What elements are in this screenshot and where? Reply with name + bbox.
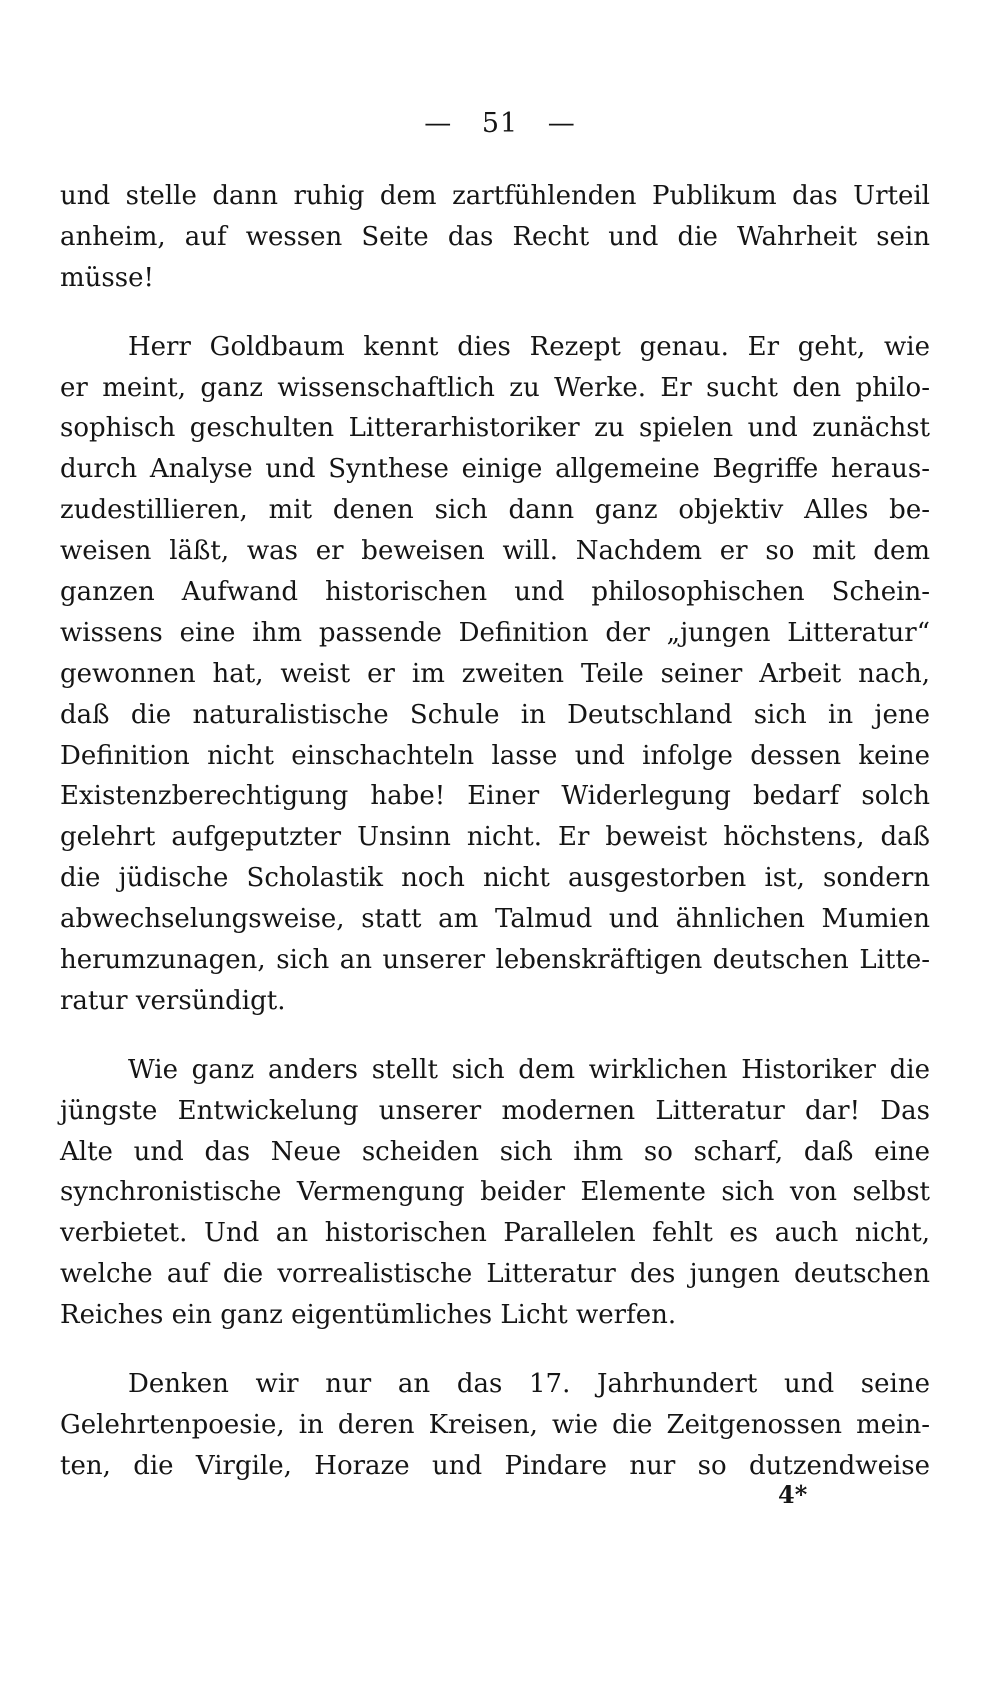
text-line: Herr Goldbaum kennt dies Rezept genau. Er geht, wie: [128, 331, 930, 362]
text-line: die jüdische Scholastik noch nicht ausgestorben ist, sondern: [60, 863, 930, 894]
text-line: synchronistische Vermengung beider Elemente sich von selbst: [60, 1177, 930, 1208]
text-line: anheim, auf wessen Seite das Recht und die Wahrheit sein: [60, 221, 930, 252]
text-line: abwechselungsweise, statt am Talmud und ähnlichen Mumien: [60, 904, 930, 935]
signature-mark: 4*: [778, 1480, 808, 1509]
text-line: durch Analyse und Synthese einige allgemeine Begriffe heraus-: [60, 454, 930, 485]
text-line: verbietet. Und an historischen Parallelen fehlt es auch nicht,: [60, 1218, 930, 1249]
text-line: jüngste Entwickelung unserer modernen Litteratur dar! Das: [60, 1095, 930, 1126]
text-line: Existenzberechtigung habe! Einer Widerlegung bedarf solch: [60, 781, 930, 812]
text-line: ganzen Aufwand historischen und philosophischen Schein-: [60, 577, 930, 608]
text-line: herumzunagen, sich an unserer lebenskräftigen deutschen Litte-: [60, 945, 930, 976]
text-line: weisen läßt, was er beweisen will. Nachdem er so mit dem: [60, 536, 930, 567]
page-header: [0, 108, 1000, 139]
text-line: müsse!: [60, 262, 154, 293]
text-line: zudestillieren, mit denen sich dann ganz objektiv Alles be-: [60, 495, 930, 526]
header-dash-right: —: [547, 108, 576, 139]
text-line: Definition nicht einschachteln lasse und infolge dessen keine: [60, 740, 930, 771]
text-line: wissens eine ihm passende Definition der „jungen Litteratur“: [60, 617, 930, 648]
page-number: 51: [481, 108, 519, 139]
text-line: welche auf die vorrealistische Litteratur des jungen deutschen: [60, 1259, 930, 1290]
header-dash-left: —: [424, 108, 453, 139]
text-line: gelehrt aufgeputzter Unsinn nicht. Er beweist höchstens, daß: [60, 822, 930, 853]
text-line: Alte und das Neue scheiden sich ihm so scharf, daß eine: [60, 1136, 930, 1167]
text-line: er meint, ganz wissenschaftlich zu Werke. Er sucht den philo-: [60, 372, 930, 403]
text-line: Gelehrtenpoesie, in deren Kreisen, wie die Zeitgenossen mein-: [60, 1409, 930, 1440]
text-line: Wie ganz anders stellt sich dem wirklichen Historiker die: [128, 1054, 930, 1085]
text-line: ratur versündigt.: [60, 985, 286, 1016]
text-line: daß die naturalistische Schule in Deutschland sich in jene: [60, 699, 930, 730]
text-line: ten, die Virgile, Horaze und Pindare nur so dutzendweise: [60, 1450, 930, 1481]
text-line: Denken wir nur an das 17. Jahrhundert und seine: [128, 1369, 930, 1400]
text-line: Reiches ein ganz eigentümliches Licht werfen.: [60, 1300, 677, 1331]
text-line: sophisch geschulten Litterarhistoriker zu spielen und zunächst: [60, 413, 930, 444]
body-text: [60, 176, 930, 1487]
text-line: und stelle dann ruhig dem zartfühlenden Publikum das Urteil: [60, 181, 930, 211]
text-line: gewonnen hat, weist er im zweiten Teile seiner Arbeit nach,: [60, 658, 930, 689]
